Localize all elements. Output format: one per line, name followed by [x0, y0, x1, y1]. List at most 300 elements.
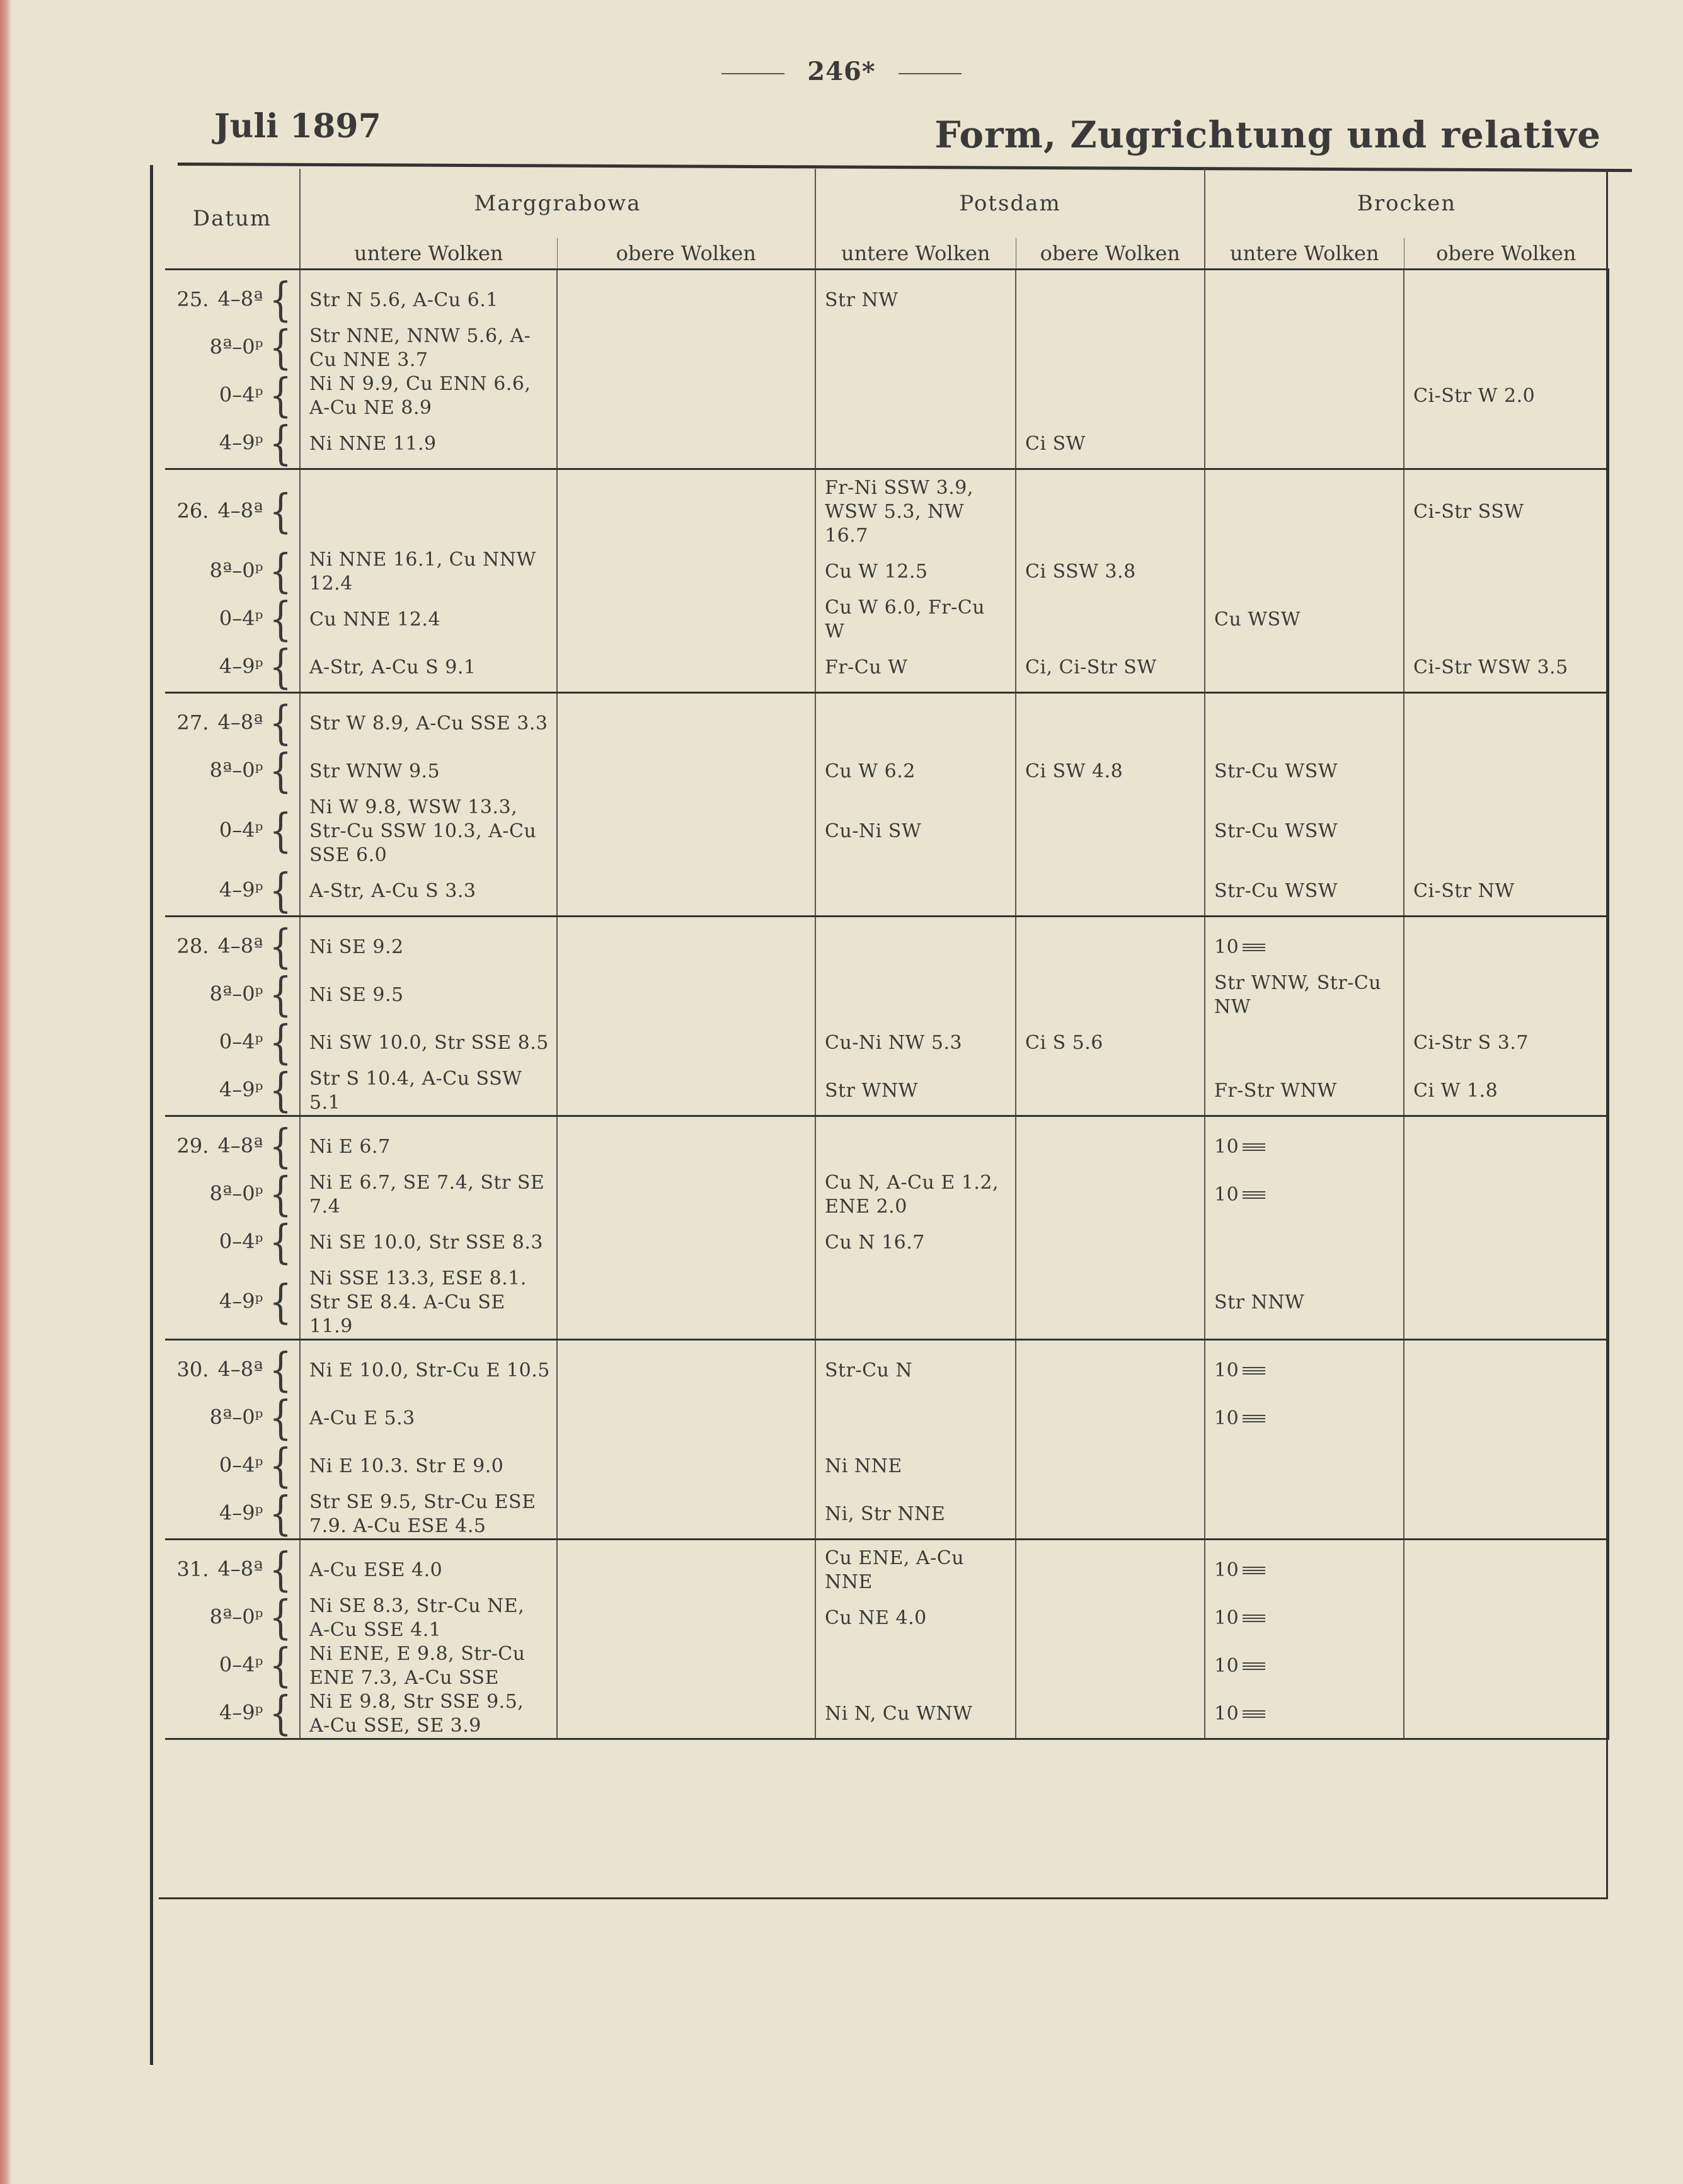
- cell-brocken-upper: [1404, 867, 1608, 917]
- cell-brocken-lower: [1205, 748, 1404, 796]
- cell-potsdam-upper: [1016, 748, 1205, 796]
- brace-glyph: {: [269, 1543, 292, 1597]
- cell-marggrabowa-lower: [300, 796, 557, 867]
- table-row: [165, 1116, 1608, 1172]
- table-row: [165, 372, 1608, 420]
- cell-brocken-lower: [1205, 324, 1404, 372]
- time-slot-label: 4–8ª: [217, 498, 263, 523]
- table-row: [165, 469, 1608, 549]
- cell-marggrabowa-upper: [557, 917, 815, 972]
- cell-potsdam-lower: [815, 796, 1016, 867]
- brace-glyph: {: [269, 1276, 292, 1329]
- cell-brocken-lower: [1205, 548, 1404, 596]
- fog-symbol-icon: [1243, 1567, 1265, 1575]
- cell-marggrabowa-lower: [300, 1443, 557, 1490]
- brace-glyph: {: [269, 545, 292, 598]
- table-row: [165, 1340, 1608, 1395]
- cell-potsdam-lower: [815, 644, 1016, 693]
- cell-brocken-lower: [1205, 1267, 1404, 1340]
- cell-potsdam-lower: [815, 1171, 1016, 1219]
- cell-marggrabowa-upper: [557, 796, 815, 867]
- table-row: [165, 324, 1608, 372]
- time-slot-label: 0–4ᵖ: [219, 1652, 263, 1677]
- cloud-observation: Ni SE 8.3, Str-Cu NE, A-Cu SSE 4.1: [309, 1595, 525, 1641]
- cell-potsdam-upper: [1016, 971, 1205, 1019]
- cell-marggrabowa-lower: [300, 1395, 557, 1443]
- cell-marggrabowa-lower: [300, 1171, 557, 1219]
- time-slot-label: 8ª–0ᵖ: [209, 334, 263, 359]
- cell-brocken-lower: [1205, 1540, 1404, 1595]
- cloud-observation: Fr-Cu W: [825, 656, 908, 678]
- cell-marggrabowa-lower: [300, 1690, 557, 1739]
- cell-potsdam-lower: [815, 469, 1016, 549]
- cell-potsdam-lower: [815, 971, 1016, 1019]
- time-slot-label: 4–9ᵖ: [219, 1700, 263, 1725]
- cell-potsdam-upper: [1016, 270, 1205, 325]
- cell-marggrabowa-upper: [557, 1642, 815, 1690]
- date-time-cell: [165, 593, 300, 646]
- cloud-observation: Fr-Str WNW: [1214, 1080, 1337, 1102]
- cloud-observation: Ci S 5.6: [1025, 1032, 1103, 1054]
- table-row: [165, 1171, 1608, 1219]
- table-row: [165, 270, 1608, 325]
- date-time-cell: [165, 1016, 300, 1070]
- cloud-observation: Ni ENE, E 9.8, Str-Cu ENE 7.3, A-Cu SSE: [309, 1643, 526, 1689]
- cloud-observation: Str WNW, Str-Cu NW: [1214, 972, 1382, 1018]
- table-bottom-rule: [159, 1897, 1608, 1899]
- cell-brocken-upper: [1404, 1067, 1608, 1116]
- brace-glyph: {: [269, 1591, 292, 1645]
- cell-brocken-upper: [1404, 270, 1608, 325]
- cell-brocken-upper: [1404, 469, 1608, 549]
- header-potsdam-lower: untere Wolken: [815, 238, 1016, 270]
- cell-brocken-lower: [1205, 596, 1404, 644]
- cloud-observation: Ci-Str W 2.0: [1413, 385, 1536, 407]
- brace-glyph: {: [269, 1016, 292, 1070]
- table-row: [165, 867, 1608, 917]
- brace-glyph: {: [269, 593, 292, 646]
- cloud-observation: Ni W 9.8, WSW 13.3, Str-Cu SSW 10.3, A-Cu SSE 6.0: [309, 796, 537, 866]
- cell-marggrabowa-lower: [300, 1594, 557, 1642]
- cloud-observation: 10: [1214, 1607, 1239, 1629]
- cloud-observation: Str WNW 9.5: [309, 760, 440, 782]
- brace-glyph: {: [269, 641, 292, 694]
- cell-marggrabowa-upper: [557, 1340, 815, 1395]
- time-slot-label: 8ª–0ᵖ: [209, 1405, 263, 1429]
- cell-potsdam-upper: [1016, 1443, 1205, 1490]
- time-slot-label: 4–9ᵖ: [219, 1501, 263, 1525]
- cell-marggrabowa-upper: [557, 1019, 815, 1067]
- cell-potsdam-upper: [1016, 1395, 1205, 1443]
- cell-brocken-upper: [1404, 372, 1608, 420]
- time-slot-label: 8ª–0ᵖ: [209, 981, 263, 1006]
- cell-potsdam-lower: [815, 917, 1016, 972]
- table-row: [165, 1219, 1608, 1267]
- cloud-observation: Str N 5.6, A-Cu 6.1: [309, 289, 498, 311]
- cloud-observation: Ni N, Cu WNW: [825, 1703, 973, 1725]
- cell-marggrabowa-upper: [557, 1171, 815, 1219]
- cloud-observation: Ni NNE: [825, 1455, 902, 1477]
- cell-marggrabowa-lower: [300, 596, 557, 644]
- brace-glyph: {: [269, 1168, 292, 1221]
- cell-potsdam-lower: [815, 1019, 1016, 1067]
- brace-glyph: {: [269, 321, 292, 375]
- date-time-cell: [165, 796, 300, 867]
- cell-brocken-upper: [1404, 1395, 1608, 1443]
- cell-marggrabowa-upper: [557, 372, 815, 420]
- cell-brocken-lower: [1205, 1219, 1404, 1267]
- day-label: 31.: [176, 1557, 209, 1581]
- cell-brocken-lower: [1205, 867, 1404, 917]
- brace-glyph: {: [269, 1120, 292, 1174]
- cell-brocken-upper: [1404, 1642, 1608, 1690]
- cell-marggrabowa-upper: [557, 1067, 815, 1116]
- time-slot-label: 4–9ᵖ: [219, 430, 263, 455]
- cell-brocken-upper: [1404, 917, 1608, 972]
- header-row-levels: [165, 238, 1608, 270]
- observation-table: [165, 169, 1609, 1740]
- cell-brocken-upper: [1404, 1340, 1608, 1395]
- table-row: [165, 1019, 1608, 1067]
- cloud-observation: Ni SSE 13.3, ESE 8.1. Str SE 8.4. A-Cu SE 11.9: [309, 1267, 527, 1337]
- date-time-cell: [165, 1116, 300, 1172]
- page-number-rule-left: [721, 73, 784, 74]
- cell-brocken-lower: [1205, 1443, 1404, 1490]
- cell-marggrabowa-upper: [557, 1219, 815, 1267]
- cloud-observation: Ci SSW 3.8: [1025, 561, 1136, 583]
- time-slot-label: 0–4ᵖ: [219, 1453, 263, 1477]
- cell-brocken-upper: [1404, 971, 1608, 1019]
- cloud-observation: Ni SW 10.0, Str SSE 8.5: [309, 1032, 549, 1054]
- date-time-cell: [165, 1687, 300, 1741]
- cloud-observation: A-Cu E 5.3: [309, 1407, 415, 1429]
- cell-brocken-lower: [1205, 971, 1404, 1019]
- date-time-cell: [165, 1267, 300, 1340]
- cloud-observation: Cu-Ni NW 5.3: [825, 1032, 963, 1054]
- day-label: 26.: [176, 498, 209, 523]
- cell-marggrabowa-upper: [557, 693, 815, 748]
- cell-marggrabowa-lower: [300, 1642, 557, 1690]
- cloud-observation: Ni SE 9.5: [309, 984, 404, 1006]
- cell-brocken-upper: [1404, 1019, 1608, 1067]
- cell-potsdam-lower: [815, 693, 1016, 748]
- cell-marggrabowa-lower: [300, 1267, 557, 1340]
- time-slot-label: 4–8ª: [217, 1133, 263, 1158]
- cell-brocken-upper: [1404, 1171, 1608, 1219]
- cell-marggrabowa-upper: [557, 270, 815, 325]
- cell-marggrabowa-upper: [557, 971, 815, 1019]
- cell-brocken-lower: [1205, 1395, 1404, 1443]
- brace-glyph: {: [269, 1487, 292, 1541]
- page-edge: [0, 0, 11, 2184]
- cell-marggrabowa-lower: [300, 1067, 557, 1116]
- brace-glyph: {: [269, 273, 292, 327]
- time-slot-label: 8ª–0ᵖ: [209, 1181, 263, 1206]
- cloud-observation: Str-Cu WSW: [1214, 880, 1338, 902]
- table-row: [165, 1642, 1608, 1690]
- time-slot-label: 8ª–0ᵖ: [209, 558, 263, 583]
- cloud-observation: Ni E 10.3. Str E 9.0: [309, 1455, 504, 1477]
- cell-potsdam-lower: [815, 1116, 1016, 1172]
- cloud-observation: Str NW: [825, 289, 899, 311]
- cloud-observation: Cu N, A-Cu E 1.2, ENE 2.0: [825, 1172, 999, 1218]
- cell-potsdam-upper: [1016, 548, 1205, 596]
- cell-potsdam-lower: [815, 1219, 1016, 1267]
- fog-symbol-icon: [1243, 1415, 1265, 1424]
- date-time-cell: [165, 1064, 300, 1118]
- cell-brocken-lower: [1205, 796, 1404, 867]
- header-potsdam-upper: obere Wolken: [1016, 238, 1205, 270]
- cell-brocken-lower: [1205, 1340, 1404, 1395]
- cell-potsdam-upper: [1016, 1642, 1205, 1690]
- cloud-observation: 10: [1214, 1655, 1239, 1677]
- cell-marggrabowa-upper: [557, 1116, 815, 1172]
- cloud-observation: Str S 10.4, A-Cu SSW 5.1: [309, 1068, 522, 1114]
- cell-brocken-upper: [1404, 420, 1608, 469]
- cell-marggrabowa-lower: [300, 1116, 557, 1172]
- date-time-cell: [165, 1639, 300, 1693]
- table-row: [165, 1443, 1608, 1490]
- time-slot-label: 8ª–0ᵖ: [209, 1604, 263, 1629]
- fog-symbol-icon: [1243, 1367, 1265, 1376]
- table-row: [165, 644, 1608, 693]
- table-left-rule: [150, 165, 153, 2065]
- cloud-observation: Ni E 9.8, Str SSE 9.5, A-Cu SSE, SE 3.9: [309, 1691, 524, 1737]
- cloud-observation: Str-Cu N: [825, 1359, 913, 1381]
- cell-brocken-lower: [1205, 469, 1404, 549]
- cell-brocken-upper: [1404, 644, 1608, 693]
- cell-marggrabowa-lower: [300, 270, 557, 325]
- header-station-brocken: Brocken: [1205, 169, 1608, 238]
- cloud-observation: Ni NNE 11.9: [309, 433, 437, 455]
- observation-table-wrapper: [165, 169, 1608, 1899]
- cell-marggrabowa-lower: [300, 469, 557, 549]
- cloud-observation: Ci-Str NW: [1413, 880, 1515, 902]
- page-number-text: 246*: [807, 57, 876, 86]
- fog-symbol-icon: [1243, 944, 1265, 952]
- table-row: [165, 917, 1608, 972]
- cell-brocken-upper: [1404, 1443, 1608, 1490]
- cloud-observation: Str W 8.9, A-Cu SSE 3.3: [309, 712, 548, 735]
- cell-potsdam-upper: [1016, 1219, 1205, 1267]
- time-slot-label: 0–4ᵖ: [219, 1029, 263, 1054]
- time-slot-label: 0–4ᵖ: [219, 606, 263, 631]
- date-time-cell: [165, 321, 300, 375]
- cloud-observation: Ci SW 4.8: [1025, 760, 1123, 782]
- cloud-observation: 10: [1214, 1703, 1239, 1725]
- cell-brocken-upper: [1404, 596, 1608, 644]
- cell-marggrabowa-upper: [557, 1267, 815, 1340]
- table-row: [165, 1540, 1608, 1595]
- cell-marggrabowa-lower: [300, 420, 557, 469]
- cell-brocken-lower: [1205, 1690, 1404, 1739]
- cell-marggrabowa-upper: [557, 748, 815, 796]
- header-brocken-lower: untere Wolken: [1205, 238, 1404, 270]
- cell-brocken-upper: [1404, 324, 1608, 372]
- cell-potsdam-lower: [815, 1067, 1016, 1116]
- cell-marggrabowa-lower: [300, 693, 557, 748]
- cell-brocken-lower: [1205, 372, 1404, 420]
- cell-marggrabowa-upper: [557, 1490, 815, 1540]
- date-time-cell: [165, 1168, 300, 1221]
- cell-potsdam-lower: [815, 1690, 1016, 1739]
- cell-marggrabowa-upper: [557, 324, 815, 372]
- cell-marggrabowa-lower: [300, 1019, 557, 1067]
- cell-marggrabowa-upper: [557, 1443, 815, 1490]
- fog-symbol-icon: [1243, 1143, 1265, 1152]
- cell-potsdam-upper: [1016, 1340, 1205, 1395]
- cloud-observation: Cu N 16.7: [825, 1232, 925, 1254]
- cloud-observation: 10: [1214, 1136, 1239, 1158]
- cell-brocken-lower: [1205, 1594, 1404, 1642]
- brace-glyph: {: [269, 804, 292, 858]
- time-slot-label: 4–8ª: [217, 1357, 263, 1381]
- cell-marggrabowa-lower: [300, 324, 557, 372]
- date-time-cell: [165, 1591, 300, 1645]
- cell-marggrabowa-lower: [300, 1219, 557, 1267]
- cell-marggrabowa-upper: [557, 867, 815, 917]
- cell-potsdam-lower: [815, 1642, 1016, 1690]
- cell-marggrabowa-lower: [300, 1340, 557, 1395]
- brace-glyph: {: [269, 968, 292, 1022]
- cell-marggrabowa-lower: [300, 971, 557, 1019]
- cell-potsdam-upper: [1016, 693, 1205, 748]
- table-row: [165, 1490, 1608, 1540]
- cell-potsdam-lower: [815, 867, 1016, 917]
- cell-brocken-upper: [1404, 1690, 1608, 1739]
- table-row: [165, 548, 1608, 596]
- cell-potsdam-lower: [815, 372, 1016, 420]
- brace-glyph: {: [269, 485, 292, 539]
- time-slot-label: 4–9ᵖ: [219, 1289, 263, 1313]
- cell-potsdam-upper: [1016, 1267, 1205, 1340]
- cloud-observation: 10: [1214, 936, 1239, 958]
- cell-brocken-lower: [1205, 420, 1404, 469]
- cell-potsdam-upper: [1016, 917, 1205, 972]
- cell-brocken-lower: [1205, 1067, 1404, 1116]
- cloud-observation: Ci-Str SSW: [1413, 501, 1524, 523]
- date-time-cell: [165, 1487, 300, 1541]
- cell-marggrabowa-lower: [300, 372, 557, 420]
- table-row: [165, 1267, 1608, 1340]
- cell-potsdam-lower: [815, 324, 1016, 372]
- cell-marggrabowa-upper: [557, 420, 815, 469]
- cloud-observation: Cu W 6.2: [825, 760, 916, 782]
- cloud-observation: Ni, Str NNE: [825, 1503, 946, 1525]
- table-row: [165, 1395, 1608, 1443]
- time-slot-label: 4–8ª: [217, 934, 263, 958]
- cell-brocken-upper: [1404, 1490, 1608, 1540]
- time-slot-label: 4–9ᵖ: [219, 1077, 263, 1102]
- brace-glyph: {: [269, 1639, 292, 1693]
- cell-potsdam-lower: [815, 1594, 1016, 1642]
- day-label: 30.: [176, 1357, 209, 1381]
- cell-brocken-upper: [1404, 748, 1608, 796]
- brace-glyph: {: [269, 369, 292, 423]
- time-slot-label: 8ª–0ᵖ: [209, 758, 263, 782]
- brace-glyph: {: [269, 864, 292, 918]
- date-time-cell: [165, 1216, 300, 1269]
- brace-glyph: {: [269, 745, 292, 798]
- date-time-cell: [165, 417, 300, 471]
- cloud-observation: Cu ENE, A-Cu NNE: [825, 1547, 965, 1593]
- cell-potsdam-upper: [1016, 469, 1205, 549]
- cell-potsdam-lower: [815, 1540, 1016, 1595]
- cloud-observation: Str-Cu WSW: [1214, 820, 1338, 842]
- cell-potsdam-upper: [1016, 644, 1205, 693]
- date-time-cell: [165, 1392, 300, 1445]
- cloud-observation: Ni NNE 16.1, Cu NNW 12.4: [309, 549, 536, 595]
- cloud-observation: Ci SW: [1025, 433, 1086, 455]
- cloud-observation: Cu NE 4.0: [825, 1607, 927, 1629]
- cell-brocken-upper: [1404, 1267, 1608, 1340]
- cell-brocken-upper: [1404, 548, 1608, 596]
- cloud-observation: Cu-Ni SW: [825, 820, 922, 842]
- brace-glyph: {: [269, 920, 292, 974]
- table-row: [165, 596, 1608, 644]
- cell-potsdam-upper: [1016, 420, 1205, 469]
- cloud-observation: 10: [1214, 1359, 1239, 1381]
- fog-symbol-icon: [1243, 1615, 1265, 1623]
- cell-potsdam-upper: [1016, 1594, 1205, 1642]
- date-time-cell: [165, 369, 300, 423]
- cell-brocken-lower: [1205, 644, 1404, 693]
- cell-marggrabowa-upper: [557, 548, 815, 596]
- cloud-observation: Cu WSW: [1214, 609, 1301, 631]
- brace-glyph: {: [269, 1439, 292, 1493]
- time-slot-label: 4–8ª: [217, 1557, 263, 1581]
- date-time-cell: [165, 1340, 300, 1395]
- cloud-observation: Str SE 9.5, Str-Cu ESE 7.9. A-Cu ESE 4.5: [309, 1491, 536, 1537]
- cell-marggrabowa-lower: [300, 748, 557, 796]
- cell-brocken-lower: [1205, 1642, 1404, 1690]
- date-time-cell: [165, 693, 300, 748]
- cell-potsdam-lower: [815, 748, 1016, 796]
- cloud-observation: Ci W 1.8: [1413, 1080, 1498, 1102]
- cell-marggrabowa-upper: [557, 1594, 815, 1642]
- cell-potsdam-upper: [1016, 1690, 1205, 1739]
- cloud-observation: Cu W 6.0, Fr-Cu W: [825, 597, 985, 643]
- cell-potsdam-upper: [1016, 1116, 1205, 1172]
- day-label: 25.: [176, 287, 209, 311]
- cell-potsdam-upper: [1016, 324, 1205, 372]
- cell-potsdam-lower: [815, 1490, 1016, 1540]
- cell-potsdam-lower: [815, 596, 1016, 644]
- cloud-observation: Ni E 6.7, SE 7.4, Str SE 7.4: [309, 1172, 545, 1218]
- cell-potsdam-upper: [1016, 796, 1205, 867]
- cloud-observation: Ni SE 10.0, Str SSE 8.3: [309, 1232, 543, 1254]
- cell-potsdam-lower: [815, 1340, 1016, 1395]
- month-title: Juli 1897: [214, 107, 381, 146]
- brace-glyph: {: [269, 1216, 292, 1269]
- cloud-observation: Ni E 6.7: [309, 1136, 391, 1158]
- cell-potsdam-lower: [815, 1395, 1016, 1443]
- cell-marggrabowa-lower: [300, 867, 557, 917]
- date-time-cell: [165, 968, 300, 1022]
- cloud-observation: Ni E 10.0, Str-Cu E 10.5: [309, 1359, 550, 1381]
- page-heading: Form, Zugrichtung und relative: [934, 113, 1601, 156]
- cloud-observation: Str-Cu WSW: [1214, 760, 1338, 782]
- table-row: [165, 1067, 1608, 1116]
- cell-brocken-upper: [1404, 796, 1608, 867]
- cell-brocken-lower: [1205, 1019, 1404, 1067]
- brace-glyph: {: [269, 1687, 292, 1741]
- date-time-cell: [165, 917, 300, 972]
- cell-potsdam-lower: [815, 270, 1016, 325]
- cell-marggrabowa-lower: [300, 644, 557, 693]
- date-time-cell: [165, 745, 300, 798]
- cell-potsdam-lower: [815, 1443, 1016, 1490]
